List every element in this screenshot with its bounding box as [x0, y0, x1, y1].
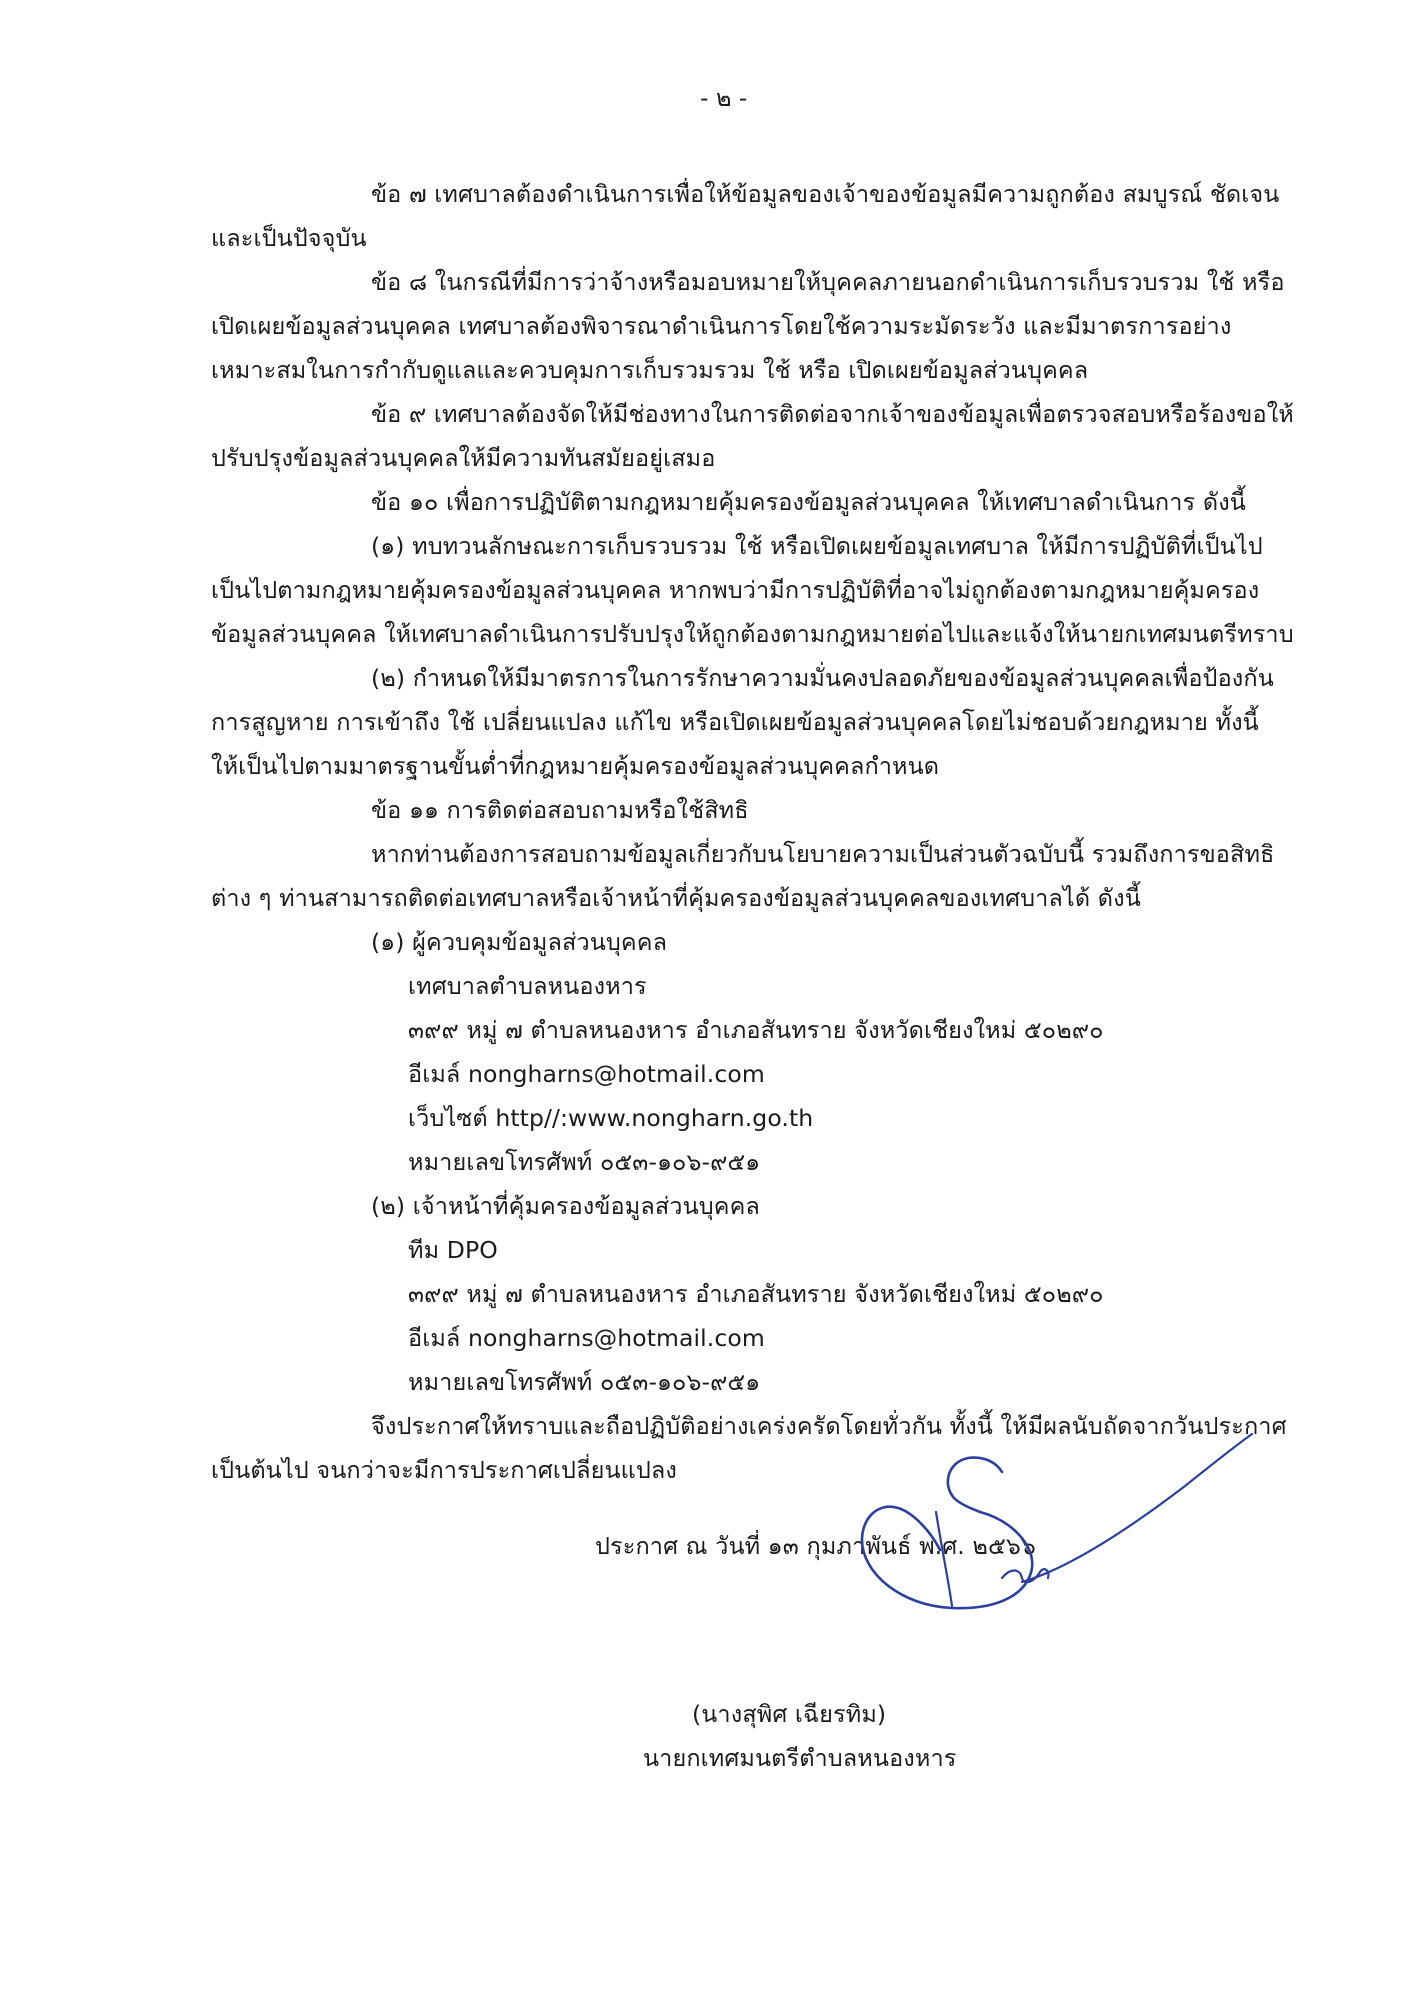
- body-line: ข้อมูลส่วนบุคคล ให้เทศบาลดำเนินการปรับปรุงให้ถูกต้องตามกฎหมายต่อไปและแจ้งให้นายกเทศมนตรีทราบ: [211, 620, 1294, 648]
- body-line: ข้อ ๙ เทศบาลต้องจัดให้มีช่องทางในการติดต่อจากเจ้าของข้อมูลเพื่อตรวจสอบหรือร้องขอให้: [371, 400, 1294, 428]
- body-line: ต่าง ๆ ท่านสามารถติดต่อเทศบาลหรือเจ้าหน้าที่คุ้มครองข้อมูลส่วนบุคคลของเทศบาลได้ ดังนี้: [211, 884, 1141, 912]
- body-line: และเป็นปัจจุบัน: [211, 224, 367, 252]
- body-line: การสูญหาย การเข้าถึง ใช้ เปลี่ยนแปลง แก้ไข หรือเปิดเผยข้อมูลส่วนบุคคลโดยไม่ชอบด้วยกฎหมาย ทั้งนี้: [211, 708, 1259, 736]
- body-line: ให้เป็นไปตามมาตรฐานขั้นต่ำที่กฎหมายคุ้มครองข้อมูลส่วนบุคคลกำหนด: [211, 752, 940, 780]
- handwritten-signature: [630, 1400, 1270, 1670]
- signer-name: (นางสุพิศ เฉียรทิม): [692, 1700, 887, 1728]
- body-line: (๒) กำหนดให้มีมาตรการในการรักษาความมั่นคงปลอดภัยของข้อมูลส่วนบุคคลเพื่อป้องกัน: [371, 664, 1274, 692]
- body-line: (๑) ทบทวนลักษณะการเก็บรวบรวม ใช้ หรือเปิดเผยข้อมูลเทศบาล ให้มีการปฏิบัติที่เป็นไป: [371, 532, 1263, 560]
- body-line: ๓๙๙ หมู่ ๗ ตำบลหนองหาร อำเภอสันทราย จังหวัดเชียงใหม่ ๕๐๒๙๐: [408, 1280, 1104, 1308]
- body-line: (๒) เจ้าหน้าที่คุ้มครองข้อมูลส่วนบุคคล: [371, 1192, 760, 1220]
- body-line: ข้อ ๑๑ การติดต่อสอบถามหรือใช้สิทธิ: [371, 796, 749, 824]
- body-line: เทศบาลตำบลหนองหาร: [408, 972, 647, 1000]
- body-line: ปรับปรุงข้อมูลส่วนบุคคลให้มีความทันสมัยอยู่เสมอ: [211, 444, 716, 472]
- body-line: ข้อ ๘ ในกรณีที่มีการว่าจ้างหรือมอบหมายให้บุคคลภายนอกดำเนินการเก็บรวบรวม ใช้ หรือ: [371, 268, 1285, 296]
- body-line: (๑) ผู้ควบคุมข้อมูลส่วนบุคคล: [371, 928, 668, 956]
- body-line: ๓๙๙ หมู่ ๗ ตำบลหนองหาร อำเภอสันทราย จังหวัดเชียงใหม่ ๕๐๒๙๐: [408, 1016, 1104, 1044]
- body-line: ข้อ ๗ เทศบาลต้องดำเนินการเพื่อให้ข้อมูลของเจ้าของข้อมูลมีความถูกต้อง สมบูรณ์ ชัดเจน: [371, 180, 1280, 208]
- body-line: เปิดเผยข้อมูลส่วนบุคคล เทศบาลต้องพิจารณาดำเนินการโดยใช้ความระมัดระวัง และมีมาตรการอย่าง: [211, 312, 1232, 340]
- page-number: - ๒ -: [700, 84, 748, 112]
- announcement-date: ประกาศ ณ วันที่ ๑๓ กุมภาพันธ์ พ.ศ. ๒๕๖๖: [595, 1532, 1036, 1560]
- body-line: เป็นไปตามกฎหมายคุ้มครองข้อมูลส่วนบุคคล หากพบว่ามีการปฏิบัติที่อาจไม่ถูกต้องตามกฎหมายคุ้มครอง: [211, 576, 1260, 604]
- body-line: หมายเลขโทรศัพท์ ๐๕๓-๑๐๖-๙๕๑: [408, 1148, 761, 1176]
- body-line: อีเมล์ nongharns@hotmail.com: [408, 1324, 765, 1352]
- body-line: ทีม DPO: [408, 1236, 498, 1264]
- body-line: หมายเลขโทรศัพท์ ๐๕๓-๑๐๖-๙๕๑: [408, 1368, 761, 1396]
- body-line: เหมาะสมในการกำกับดูแลและควบคุมการเก็บรวมรวม ใช้ หรือ เปิดเผยข้อมูลส่วนบุคคล: [211, 356, 1089, 384]
- body-line: จึงประกาศให้ทราบและถือปฏิบัติอย่างเคร่งครัดโดยทั่วกัน ทั้งนี้ ให้มีผลนับถัดจากวันประกาศ: [371, 1412, 1287, 1440]
- body-line: ข้อ ๑๐ เพื่อการปฏิบัติตามกฎหมายคุ้มครองข้อมูลส่วนบุคคล ให้เทศบาลดำเนินการ ดังนี้: [371, 488, 1246, 516]
- body-line: หากท่านต้องการสอบถามข้อมูลเกี่ยวกับนโยบายความเป็นส่วนตัวฉบับนี้ รวมถึงการขอสิทธิ: [371, 840, 1275, 868]
- body-line: อีเมล์ nongharns@hotmail.com: [408, 1060, 765, 1088]
- body-line: เป็นต้นไป จนกว่าจะมีการประกาศเปลี่ยนแปลง: [211, 1456, 677, 1484]
- body-line: เว็บไซต์ http//:www.nongharn.go.th: [408, 1104, 814, 1132]
- signer-title: นายกเทศมนตรีตำบลหนองหาร: [643, 1744, 957, 1772]
